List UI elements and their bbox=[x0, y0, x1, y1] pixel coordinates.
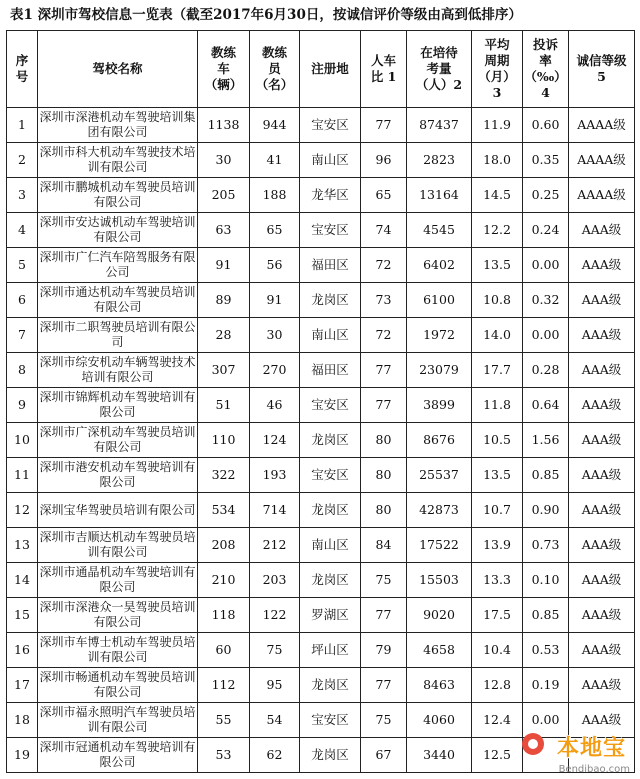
header-line: 率 bbox=[539, 53, 552, 68]
cell-ratio: 74 bbox=[361, 213, 407, 248]
cell-grade: AAA级 bbox=[569, 703, 635, 738]
cell-coaches: 56 bbox=[250, 248, 300, 283]
table-row bbox=[7, 563, 635, 598]
cell-ratio: 96 bbox=[361, 143, 407, 178]
header-line: 教练 bbox=[210, 45, 236, 60]
cell-grade: AAA级 bbox=[569, 248, 635, 283]
cell-students: 1972 bbox=[407, 318, 472, 353]
cell-coaches: 30 bbox=[250, 318, 300, 353]
cell-ratio: 73 bbox=[361, 283, 407, 318]
cell-ratio: 77 bbox=[361, 668, 407, 703]
cell-seq: 1 bbox=[7, 108, 38, 143]
table-row bbox=[7, 283, 635, 318]
cell-complaint: 0.35 bbox=[523, 143, 569, 178]
cell-district: 坪山区 bbox=[300, 633, 361, 668]
cell-students: 87437 bbox=[407, 108, 472, 143]
cell-complaint: 0.60 bbox=[523, 108, 569, 143]
cell-period: 13.5 bbox=[472, 458, 523, 493]
cell-district: 宝安区 bbox=[300, 388, 361, 423]
header-line: 员 bbox=[268, 61, 281, 76]
cell-cars: 30 bbox=[198, 143, 250, 178]
header-line: 车 bbox=[217, 61, 230, 76]
cell-students: 6100 bbox=[407, 283, 472, 318]
cell-period: 17.5 bbox=[472, 598, 523, 633]
cell-coaches: 65 bbox=[250, 213, 300, 248]
cell-coaches: 46 bbox=[250, 388, 300, 423]
header-line: 注册地 bbox=[311, 61, 349, 76]
table-row bbox=[7, 458, 635, 493]
cell-grade: AAA级 bbox=[569, 598, 635, 633]
cell-seq: 18 bbox=[7, 703, 38, 738]
cell-period: 14.5 bbox=[472, 178, 523, 213]
cell-period: 13.9 bbox=[472, 528, 523, 563]
header-line: 投诉 bbox=[532, 37, 558, 52]
cell-district: 龙岗区 bbox=[300, 283, 361, 318]
cell-seq: 5 bbox=[7, 248, 38, 283]
watermark-sub: Bendibao.com bbox=[558, 764, 630, 775]
cell-students: 4060 bbox=[407, 703, 472, 738]
cell-name: 深圳市通达机动车驾驶员培训有限公司 bbox=[38, 283, 198, 318]
cell-name: 深圳市二职驾驶员培训有限公司 bbox=[38, 318, 198, 353]
cell-period: 14.0 bbox=[472, 318, 523, 353]
header-cars bbox=[198, 31, 250, 108]
cell-name: 深圳市福永照明汽车驾驶员培训有限公司 bbox=[38, 703, 198, 738]
cell-coaches: 62 bbox=[250, 738, 300, 773]
header-line: 驾校名称 bbox=[92, 61, 143, 76]
cell-cars: 322 bbox=[198, 458, 250, 493]
cell-ratio: 79 bbox=[361, 633, 407, 668]
header-row bbox=[7, 31, 635, 108]
cell-coaches: 75 bbox=[250, 633, 300, 668]
cell-ratio: 75 bbox=[361, 703, 407, 738]
header-line: 4 bbox=[541, 85, 550, 100]
cell-cars: 28 bbox=[198, 318, 250, 353]
cell-coaches: 124 bbox=[250, 423, 300, 458]
cell-complaint: 0.73 bbox=[523, 528, 569, 563]
cell-period: 12.5 bbox=[472, 738, 523, 773]
cell-district: 南山区 bbox=[300, 528, 361, 563]
cell-district: 龙岗区 bbox=[300, 563, 361, 598]
cell-ratio: 75 bbox=[361, 563, 407, 598]
cell-district: 罗湖区 bbox=[300, 598, 361, 633]
table-row bbox=[7, 633, 635, 668]
cell-grade: AAA级 bbox=[569, 493, 635, 528]
driving-school-table bbox=[6, 30, 635, 773]
cell-grade: AAA级 bbox=[569, 633, 635, 668]
table-body bbox=[7, 108, 635, 773]
cell-cars: 1138 bbox=[198, 108, 250, 143]
cell-coaches: 203 bbox=[250, 563, 300, 598]
cell-seq: 17 bbox=[7, 668, 38, 703]
cell-complaint: 0.32 bbox=[523, 283, 569, 318]
table-row bbox=[7, 738, 635, 773]
cell-grade: AAA级 bbox=[569, 318, 635, 353]
cell-seq: 14 bbox=[7, 563, 38, 598]
cell-ratio: 72 bbox=[361, 318, 407, 353]
table-row bbox=[7, 318, 635, 353]
cell-students: 25537 bbox=[407, 458, 472, 493]
cell-district: 福田区 bbox=[300, 248, 361, 283]
cell-ratio: 80 bbox=[361, 493, 407, 528]
cell-cars: 91 bbox=[198, 248, 250, 283]
header-line: 诚信等级 bbox=[576, 53, 627, 68]
cell-ratio: 72 bbox=[361, 248, 407, 283]
cell-students: 42873 bbox=[407, 493, 472, 528]
cell-students: 9020 bbox=[407, 598, 472, 633]
cell-period: 10.4 bbox=[472, 633, 523, 668]
cell-cars: 205 bbox=[198, 178, 250, 213]
cell-ratio: 84 bbox=[361, 528, 407, 563]
cell-complaint: 0.85 bbox=[523, 598, 569, 633]
cell-grade: AAA级 bbox=[569, 528, 635, 563]
header-line: 周期 bbox=[484, 53, 510, 68]
cell-grade: AAA级 bbox=[569, 353, 635, 388]
cell-period: 12.4 bbox=[472, 703, 523, 738]
cell-students: 15503 bbox=[407, 563, 472, 598]
cell-coaches: 95 bbox=[250, 668, 300, 703]
cell-complaint: 0.85 bbox=[523, 458, 569, 493]
cell-seq: 7 bbox=[7, 318, 38, 353]
header-line: 序 bbox=[15, 53, 29, 68]
table-row bbox=[7, 423, 635, 458]
cell-district: 南山区 bbox=[300, 143, 361, 178]
cell-district: 南山区 bbox=[300, 318, 361, 353]
table-row bbox=[7, 528, 635, 563]
cell-seq: 10 bbox=[7, 423, 38, 458]
cell-cars: 53 bbox=[198, 738, 250, 773]
cell-period: 11.8 bbox=[472, 388, 523, 423]
header-line: （‰） bbox=[524, 69, 567, 84]
cell-seq: 15 bbox=[7, 598, 38, 633]
cell-name: 深圳市广仁汽车陪驾服务有限公司 bbox=[38, 248, 198, 283]
cell-ratio: 77 bbox=[361, 353, 407, 388]
table-row bbox=[7, 248, 635, 283]
cell-district: 龙华区 bbox=[300, 178, 361, 213]
cell-name: 深圳宝华驾驶员培训有限公司 bbox=[38, 493, 198, 528]
cell-seq: 19 bbox=[7, 738, 38, 773]
header-line: （辆） bbox=[204, 77, 243, 92]
cell-cars: 89 bbox=[198, 283, 250, 318]
cell-cars: 210 bbox=[198, 563, 250, 598]
cell-name: 深圳市通晶机动车驾驶培训有限公司 bbox=[38, 563, 198, 598]
cell-grade: AAAA级 bbox=[569, 178, 635, 213]
cell-district: 龙岗区 bbox=[300, 493, 361, 528]
cell-period: 18.0 bbox=[472, 143, 523, 178]
cell-coaches: 122 bbox=[250, 598, 300, 633]
cell-coaches: 41 bbox=[250, 143, 300, 178]
cell-coaches: 54 bbox=[250, 703, 300, 738]
cell-name: 深圳市冠通机动车驾驶培训有限公司 bbox=[38, 738, 198, 773]
cell-cars: 110 bbox=[198, 423, 250, 458]
cell-period: 10.8 bbox=[472, 283, 523, 318]
cell-ratio: 67 bbox=[361, 738, 407, 773]
cell-period: 10.5 bbox=[472, 423, 523, 458]
cell-grade: AAA级 bbox=[569, 668, 635, 703]
cell-grade: AAAA级 bbox=[569, 143, 635, 178]
cell-students: 4658 bbox=[407, 633, 472, 668]
cell-period: 10.7 bbox=[472, 493, 523, 528]
table-row bbox=[7, 668, 635, 703]
cell-period: 12.2 bbox=[472, 213, 523, 248]
cell-cars: 51 bbox=[198, 388, 250, 423]
cell-district: 宝安区 bbox=[300, 108, 361, 143]
cell-period: 17.7 bbox=[472, 353, 523, 388]
cell-ratio: 77 bbox=[361, 108, 407, 143]
cell-name: 深圳市深港众一昊驾驶员培训有限公司 bbox=[38, 598, 198, 633]
header-ratio bbox=[361, 31, 407, 108]
header-line: 5 bbox=[597, 69, 606, 84]
cell-seq: 16 bbox=[7, 633, 38, 668]
cell-complaint: 0.24 bbox=[523, 213, 569, 248]
cell-students: 6402 bbox=[407, 248, 472, 283]
cell-grade: AAA级 bbox=[569, 213, 635, 248]
cell-students: 23079 bbox=[407, 353, 472, 388]
table-row bbox=[7, 143, 635, 178]
cell-complaint: 0.90 bbox=[523, 493, 569, 528]
cell-name: 深圳市深港机动车驾驶培训集团有限公司 bbox=[38, 108, 198, 143]
cell-ratio: 65 bbox=[361, 178, 407, 213]
cell-seq: 6 bbox=[7, 283, 38, 318]
cell-grade bbox=[569, 738, 635, 773]
header-district bbox=[300, 31, 361, 108]
table-row bbox=[7, 213, 635, 248]
cell-cars: 63 bbox=[198, 213, 250, 248]
header-line: 人车 bbox=[370, 53, 396, 68]
cell-seq: 9 bbox=[7, 388, 38, 423]
cell-ratio: 80 bbox=[361, 458, 407, 493]
cell-name: 深圳市科大机动车驾驶技术培训有限公司 bbox=[38, 143, 198, 178]
cell-district: 龙岗区 bbox=[300, 668, 361, 703]
header-line: 平均 bbox=[484, 37, 510, 52]
cell-grade: AAA级 bbox=[569, 458, 635, 493]
cell-seq: 2 bbox=[7, 143, 38, 178]
cell-name: 深圳市安达诚机动车驾驶培训有限公司 bbox=[38, 213, 198, 248]
cell-name: 深圳市车博士机动车驾驶员培训有限公司 bbox=[38, 633, 198, 668]
cell-grade: AAA级 bbox=[569, 283, 635, 318]
cell-cars: 55 bbox=[198, 703, 250, 738]
cell-coaches: 91 bbox=[250, 283, 300, 318]
table-row bbox=[7, 108, 635, 143]
header-seq bbox=[7, 31, 38, 108]
header-students bbox=[407, 31, 472, 108]
header-grade bbox=[569, 31, 635, 108]
cell-coaches: 193 bbox=[250, 458, 300, 493]
header-line: 考量 bbox=[426, 61, 452, 76]
header-complaint bbox=[523, 31, 569, 108]
table-row bbox=[7, 353, 635, 388]
cell-grade: AAA级 bbox=[569, 388, 635, 423]
cell-district: 福田区 bbox=[300, 353, 361, 388]
cell-name: 深圳市广深机动车驾驶员培训有限公司 bbox=[38, 423, 198, 458]
cell-name: 深圳市吉顺达机动车驾驶员培训有限公司 bbox=[38, 528, 198, 563]
cell-students: 17522 bbox=[407, 528, 472, 563]
cell-cars: 112 bbox=[198, 668, 250, 703]
cell-complaint: 0.53 bbox=[523, 633, 569, 668]
cell-cars: 118 bbox=[198, 598, 250, 633]
cell-students: 8463 bbox=[407, 668, 472, 703]
cell-complaint bbox=[523, 738, 569, 773]
header-coaches bbox=[250, 31, 300, 108]
cell-complaint: 0.64 bbox=[523, 388, 569, 423]
cell-coaches: 714 bbox=[250, 493, 300, 528]
cell-period: 13.5 bbox=[472, 248, 523, 283]
cell-students: 4545 bbox=[407, 213, 472, 248]
header-line: 号 bbox=[15, 69, 29, 84]
cell-seq: 4 bbox=[7, 213, 38, 248]
cell-period: 13.3 bbox=[472, 563, 523, 598]
cell-ratio: 77 bbox=[361, 388, 407, 423]
cell-students: 8676 bbox=[407, 423, 472, 458]
cell-coaches: 188 bbox=[250, 178, 300, 213]
cell-students: 13164 bbox=[407, 178, 472, 213]
table-row bbox=[7, 598, 635, 633]
cell-name: 深圳市综安机动车辆驾驶技术培训有限公司 bbox=[38, 353, 198, 388]
cell-seq: 11 bbox=[7, 458, 38, 493]
header-line: （人）2 bbox=[415, 77, 463, 92]
cell-ratio: 77 bbox=[361, 598, 407, 633]
cell-grade: AAA级 bbox=[569, 423, 635, 458]
cell-coaches: 212 bbox=[250, 528, 300, 563]
cell-district: 宝安区 bbox=[300, 213, 361, 248]
cell-complaint: 0.25 bbox=[523, 178, 569, 213]
cell-cars: 208 bbox=[198, 528, 250, 563]
cell-district: 龙岗区 bbox=[300, 738, 361, 773]
cell-period: 11.9 bbox=[472, 108, 523, 143]
cell-complaint: 0.10 bbox=[523, 563, 569, 598]
header-line: 教练 bbox=[261, 45, 287, 60]
header-period bbox=[472, 31, 523, 108]
header-name bbox=[38, 31, 198, 108]
header-line: 3 bbox=[492, 85, 502, 100]
cell-students: 3440 bbox=[407, 738, 472, 773]
table-row bbox=[7, 388, 635, 423]
table-row bbox=[7, 703, 635, 738]
watermark-main: 本地宝 bbox=[556, 736, 626, 761]
cell-district: 宝安区 bbox=[300, 703, 361, 738]
header-line: 在培待 bbox=[420, 45, 458, 60]
cell-cars: 534 bbox=[198, 493, 250, 528]
cell-seq: 13 bbox=[7, 528, 38, 563]
table-row bbox=[7, 493, 635, 528]
cell-district: 龙岗区 bbox=[300, 423, 361, 458]
cell-ratio: 80 bbox=[361, 423, 407, 458]
header-line: （名） bbox=[255, 77, 294, 92]
cell-grade: AAA级 bbox=[569, 563, 635, 598]
cell-grade: AAAA级 bbox=[569, 108, 635, 143]
header-line: 比 1 bbox=[370, 69, 397, 84]
cell-complaint: 0.28 bbox=[523, 353, 569, 388]
cell-seq: 3 bbox=[7, 178, 38, 213]
cell-complaint: 0.19 bbox=[523, 668, 569, 703]
cell-name: 深圳市港安机动车驾驶培训有限公司 bbox=[38, 458, 198, 493]
header-line: （月） bbox=[478, 69, 516, 84]
cell-name: 深圳市锦辉机动车驾驶培训有限公司 bbox=[38, 388, 198, 423]
cell-name: 深圳市鹏城机动车驾驶员培训有限公司 bbox=[38, 178, 198, 213]
cell-cars: 307 bbox=[198, 353, 250, 388]
cell-complaint: 1.56 bbox=[523, 423, 569, 458]
cell-seq: 8 bbox=[7, 353, 38, 388]
cell-name: 深圳市畅通机动车驾驶员培训有限公司 bbox=[38, 668, 198, 703]
cell-coaches: 270 bbox=[250, 353, 300, 388]
cell-district: 宝安区 bbox=[300, 458, 361, 493]
cell-coaches: 944 bbox=[250, 108, 300, 143]
cell-complaint: 0.00 bbox=[523, 318, 569, 353]
cell-complaint: 0.00 bbox=[523, 703, 569, 738]
cell-period: 12.8 bbox=[472, 668, 523, 703]
cell-seq: 12 bbox=[7, 493, 38, 528]
cell-cars: 60 bbox=[198, 633, 250, 668]
table-row bbox=[7, 178, 635, 213]
cell-students: 3899 bbox=[407, 388, 472, 423]
table-title: 表1 深圳市驾校信息一览表（截至2017年6月30日，按诚信评价等级由高到低排序） bbox=[10, 7, 522, 23]
cell-complaint: 0.00 bbox=[523, 248, 569, 283]
cell-students: 2823 bbox=[407, 143, 472, 178]
